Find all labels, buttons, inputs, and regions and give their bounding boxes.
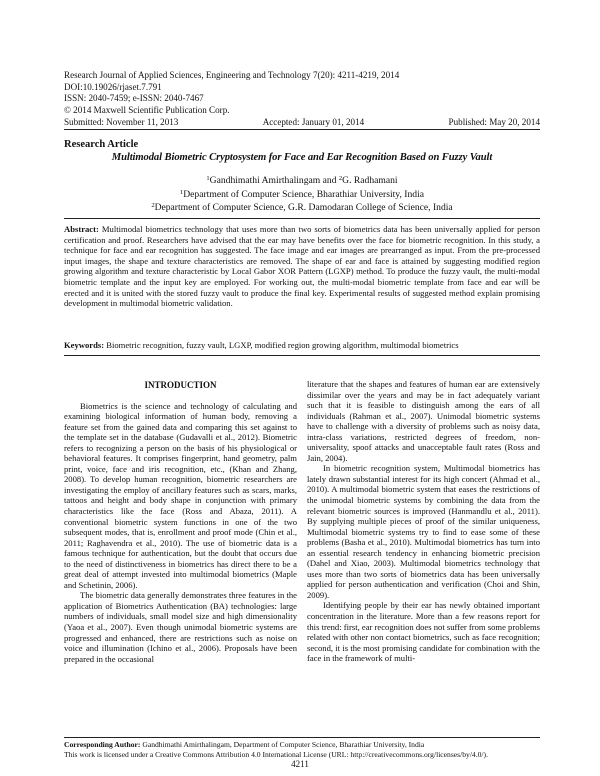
header-divider	[64, 129, 540, 130]
footer	[64, 740, 540, 760]
keywords-label: Keywords:	[64, 340, 105, 350]
author2-marker: 2	[338, 175, 343, 182]
corresponding-author: Corresponding Author: Gandhimathi Amirthalingam, Department of Computer Science, Bharathiar University, India	[64, 740, 425, 749]
abstract-top-divider	[64, 218, 540, 219]
body-left-column	[64, 374, 297, 664]
affiliation-1: $^1$Department of Computer Science, Bharathiar University, India	[180, 188, 424, 200]
accepted-date: Accepted: January 01, 2014	[262, 117, 365, 127]
keywords-bottom-divider	[64, 355, 540, 356]
author-names	[64, 173, 540, 187]
author1-marker: 1	[206, 175, 210, 182]
license-line[interactable]: This work is licensed under a Creative Commons Attribution 4.0 International License (URL: http://creativecommons.org/licenses/by/4.0/).	[64, 749, 488, 759]
paragraph: The biometric data generally demonstrates three features in the application of Biometrics Authentication (BA) technologies: large numbers of individuals, small model size and high dimensionality (Yaoa et al., 2007). Even though unimodal biometric systems are progressed and enhanced, there are restrictions such as noise on voice and illumination (Ichino et al., 2006). Proposals have been prepared in the occasional	[64, 590, 297, 664]
article-type: Research Article	[64, 139, 139, 150]
keywords	[64, 340, 540, 351]
author1-name: Gandhimathi Amirthalingam and	[209, 175, 339, 186]
footer-divider	[64, 737, 540, 738]
section-title-introduction: INTRODUCTION	[144, 380, 217, 390]
copyright-line: © 2014 Maxwell Scientific Publication Corp.	[64, 104, 230, 115]
paragraph: Biometrics is the science and technology of calculating and examining biological information of human body, removing a feature set from the gained data and comparing this set against to the template set in the database (Gudavalli et al., 2012). Biometric refers to recognizing a person on the basis of his physiological or behavioral features. It comprises fingerprint, hand geometry, palm print, voice, face and iris recognition, etc., (Khan and Zhang, 2008). To develop human recognition, biometric researchers are investigating the employ of ancillary features such as scars, marks, tattoos and height and body shape in conjunction with primary characteristics like the face (Ross and Abaza, 2011). A conventional biometric system functions in one of the two subsequent modes, that is, enrollment and proof mode (Chin et al., 2011; Raghavendra et al., 2010). The use of biometric data is a famous technique for authentication, but the doubt that occurs due to the need of distinctiveness in biometrics has direct there to be a great deal of attempt invested into multimodal biometrics (Maple and Schetinin, 2006).	[64, 400, 297, 590]
issn-line: ISSN: 2040-7459; e-ISSN: 2040-7467	[64, 93, 204, 104]
doi-line[interactable]: DOI:10.19026/rjaset.7.791	[64, 81, 162, 92]
published-date: Published: May 20, 2014	[448, 117, 540, 127]
journal-header	[64, 70, 544, 116]
body-right-column	[307, 379, 540, 664]
abstract-text: Multimodal biometrics technology that uses more than two sorts of biometrics data has been universally applied for person certification and proof. Researchers have advised that the ear may have benefits over the face for biometric recognition. In this study, a technique for face and ear recognition has suggested. The face image and ear images are prearranged as input. From the pre-processed input images, the shape and texture characteristics are removed. The shape of ear and face is attained by suggesting modified region growing algorithm and texture characteristic by Local Gabor XOR Pattern (LGXP) method. To produce the fuzzy vault, the multi-modal biometric template and the input key are employed. For working out, the multi-modal biometric template from face and ear will be erected and it is united with the stored fuzzy vault to produce the final key. Experimental results of suggested method explain promising development in multimodal biometric validation.	[64, 224, 540, 309]
author2-name: G. Radhamani	[342, 175, 398, 186]
author-block	[64, 173, 540, 214]
article-title: Multimodal Biometric Cryptosystem for Face and Ear Recognition Based on Fuzzy Vault	[111, 152, 493, 163]
affiliation-2: $^2$Department of Computer Science, G.R. Damodaran College of Science, India	[151, 202, 453, 213]
paragraph: Identifying people by their ear has newly obtained important concentration in the literature. More than a few reasons report for this trend: first, ear recognition does not suffer from some problems related with other non contact biometrics, such as face recognition; second, it is the most promising candidate for combination with the face in the framework of multi-	[307, 600, 541, 664]
paragraph: literature that the shapes and features of human ear are extensively dissimilar over the years and may be in fact adequately variant such that it is feasible to distinguish among the ears of all individuals (Rahman et al., 2007). Unimodal biometric systems have to challenge with a diversity of problems such as noisy data, intra-class variations, restricted degrees of freedom, non-universality, spoof attacks and unacceptable fault rates (Ross and Jain, 2004).	[307, 379, 540, 463]
journal-citation: Research Journal of Applied Sciences, Engineering and Technology 7(20): 4211-4219, 2014	[64, 70, 400, 80]
paragraph: In biometric recognition system, Multimodal biometrics has lately drawn substantial interest for its high concert (Ahmad et al., 2010). A multimodal biometric system that eases the restrictions of the unimodal biometric systems by combining the data from the relevant biometric sources is improved (Hanmandlu et al., 2011). By supplying multiple pieces of proof of the similar uniqueness, Multimodal biometric systems try to find to ease some of these problems (Basha et al., 2010). Multimodal biometrics has turn into an essential research tendency in enhancing biometric precision (Dahel and Xiao, 2003). Multimodal biometrics technology that uses more than two sorts of biometrics data has been universally applied for person authentication and verification (Choi and Shin, 2009).	[307, 463, 540, 600]
abstract-label: Abstract:	[64, 224, 99, 234]
submitted-date: Submitted: November 11, 2013	[64, 117, 179, 127]
abstract	[64, 224, 540, 309]
keywords-text: Biometric recognition, fuzzy vault, LGXP, modified region growing algorithm, multimodal biometrics	[106, 340, 459, 350]
dates-row	[64, 117, 540, 127]
page-number: 4211	[291, 759, 309, 769]
